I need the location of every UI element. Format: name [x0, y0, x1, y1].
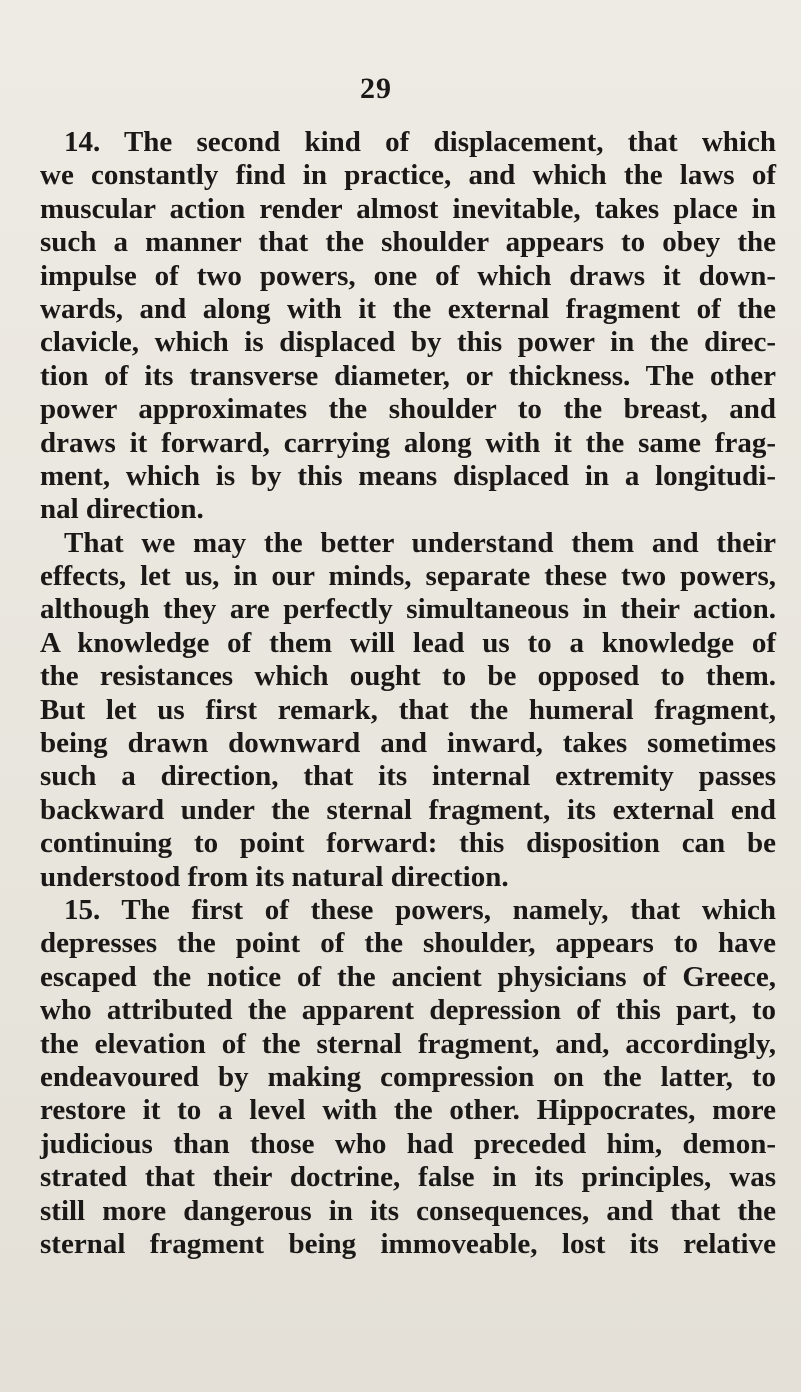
text-line: 14. The second kind of displacement, that which: [64, 126, 776, 158]
text-line: escaped the notice of the ancient physicians of Greece,: [40, 960, 776, 993]
text-line: power approximates the shoulder to the breast, and: [40, 393, 776, 426]
text-line: clavicle, which is displaced by this power in the direc-: [40, 326, 776, 359]
text-line: restore it to a level with the other. Hippocrates, more: [40, 1094, 776, 1127]
text-line: the resistances which ought to be opposed to them.: [40, 660, 776, 693]
text-line: effects, let us, in our minds, separate these two powers,: [40, 560, 776, 593]
text-line: A knowledge of them will lead us to a knowledge of: [40, 626, 776, 659]
text-line: strated that their doctrine, false in its principles, was: [40, 1161, 776, 1194]
text-line: we constantly find in practice, and which the laws of: [40, 159, 776, 192]
text-line: draws it forward, carrying along with it the same frag-: [40, 426, 776, 459]
text-line: muscular action render almost inevitable, takes place in: [40, 192, 776, 225]
text-line: ment, which is by this means displaced in a longitudi-: [40, 459, 776, 492]
text-line: continuing to point forward: this disposition can be: [40, 827, 776, 860]
page-number: 29: [360, 72, 392, 105]
text-line: backward under the sternal fragment, its external end: [40, 793, 776, 826]
text-line: who attributed the apparent depression of this part, to: [40, 994, 776, 1027]
body-text: [40, 126, 776, 1261]
text-line: depresses the point of the shoulder, appears to have: [40, 927, 776, 960]
text-line: sternal fragment being immoveable, lost its relative: [40, 1227, 776, 1260]
text-line: understood from its natural direction.: [40, 860, 509, 893]
text-line: tion of its transverse diameter, or thickness. The other: [40, 359, 776, 392]
text-line: being drawn downward and inward, takes sometimes: [40, 727, 776, 760]
text-line: 15. The first of these powers, namely, that which: [64, 893, 776, 926]
text-line: But let us first remark, that the humeral fragment,: [40, 693, 776, 726]
text-line: still more dangerous in its consequences, and that the: [40, 1194, 776, 1227]
text-line: such a manner that the shoulder appears to obey the: [40, 226, 776, 259]
text-line: endeavoured by making compression on the latter, to: [40, 1060, 776, 1093]
text-line: wards, and along with it the external fragment of the: [40, 292, 776, 325]
text-line: nal direction.: [40, 493, 204, 526]
text-line: such a direction, that its internal extremity passes: [40, 760, 776, 793]
text-line: judicious than those who had preceded him, demon-: [40, 1127, 776, 1160]
text-line: impulse of two powers, one of which draws it down-: [40, 259, 776, 292]
text-line: That we may the better understand them and their: [64, 526, 776, 559]
text-line: although they are perfectly simultaneous in their action.: [40, 593, 776, 626]
text-line: the elevation of the sternal fragment, and, accordingly,: [40, 1027, 776, 1060]
